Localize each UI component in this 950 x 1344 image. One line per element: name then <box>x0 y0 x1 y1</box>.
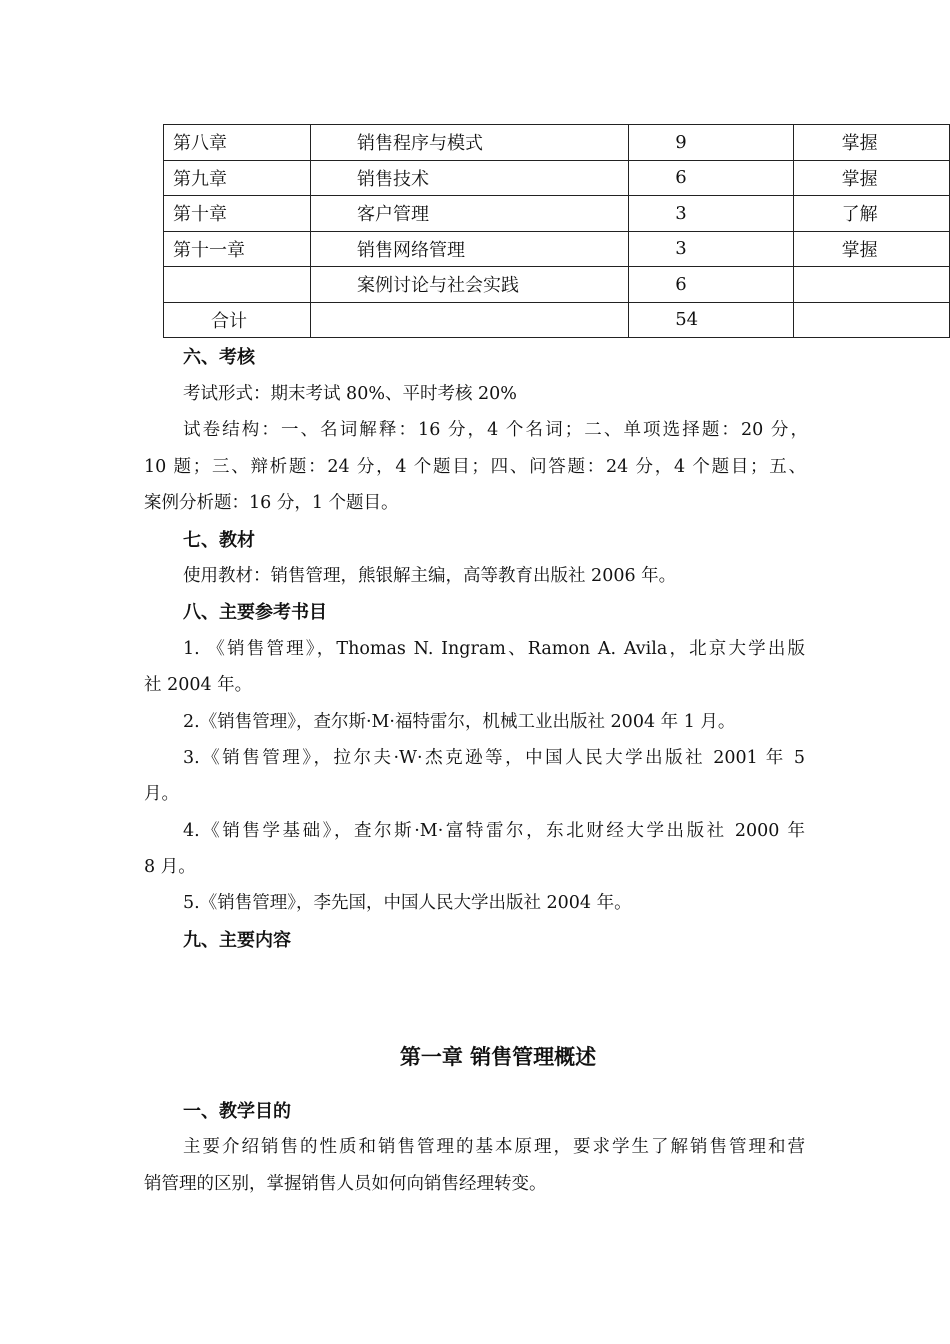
reference-2: 2.《销售管理》，查尔斯·M·福特雷尔，机械工业出版社 2004 年 1 月。 <box>183 712 736 732</box>
topic-cell: 案例讨论与社会实践 <box>310 267 628 303</box>
total-label-cell: 合计 <box>164 302 311 338</box>
chapter-cell: 第九章 <box>164 160 311 196</box>
chapter-cell <box>164 267 311 303</box>
teaching-purpose-line-1: 主要介绍销售的性质和销售管理的基本原理，要求学生了解销售管理和营 <box>183 1137 805 1157</box>
requirement-cell: 掌握 <box>793 231 949 267</box>
section-7-heading: 七、教材 <box>183 530 255 551</box>
teaching-purpose-line-2: 销管理的区别，掌握销售人员如何向销售经理转变。 <box>144 1174 547 1194</box>
requirement-cell: 掌握 <box>793 125 949 161</box>
reference-4-line-1: 4.《销售学基础》，查尔斯·M·富特雷尔，东北财经大学出版社 2000 年 <box>183 821 805 841</box>
total-hours-cell: 54 <box>629 302 793 338</box>
chapter-1-title: 第一章 销售管理概述 <box>399 1045 597 1069</box>
reference-4-line-2: 8 月。 <box>144 857 196 877</box>
section-8-heading: 八、主要参考书目 <box>183 602 327 623</box>
table-row <box>164 125 950 161</box>
hours-cell: 9 <box>629 125 793 161</box>
requirement-cell <box>793 267 949 303</box>
hours-cell: 3 <box>629 196 793 232</box>
hours-cell: 6 <box>629 160 793 196</box>
reference-3-line-1: 3.《销售管理》，拉尔夫·W·杰克逊等，中国人民大学出版社 2001 年 5 <box>183 748 805 768</box>
hours-cell: 3 <box>629 231 793 267</box>
topic-cell: 销售网络管理 <box>310 231 628 267</box>
reference-5: 5.《销售管理》，李先国，中国人民大学出版社 2004 年。 <box>183 893 632 913</box>
section-6-heading: 六、考核 <box>183 347 255 368</box>
section-9-heading: 九、主要内容 <box>183 930 291 951</box>
exam-structure-line-2: 10 题；三、辩析题：24 分，4 个题目；四、问答题：24 分，4 个题目；五、 <box>144 457 806 477</box>
topic-cell: 销售技术 <box>310 160 628 196</box>
chapter-cell: 第十一章 <box>164 231 311 267</box>
reference-1-line-2: 社 2004 年。 <box>144 675 253 695</box>
exam-form-text: 考试形式：期末考试 80%、平时考核 20% <box>183 384 517 404</box>
table-row <box>164 267 950 303</box>
topic-cell <box>310 302 628 338</box>
reference-1-line-1: 1. 《销售管理》，Thomas N. Ingram、Ramon A. Avila，北京大学出版 <box>183 639 805 659</box>
teaching-purpose-heading: 一、教学目的 <box>183 1101 291 1122</box>
textbook-text: 使用教材：销售管理，熊银解主编，高等教育出版社 2006 年。 <box>183 566 677 586</box>
requirement-cell: 了解 <box>793 196 949 232</box>
chapter-cell: 第八章 <box>164 125 311 161</box>
chapter-cell: 第十章 <box>164 196 311 232</box>
table-total-row <box>164 302 950 338</box>
hours-cell: 6 <box>629 267 793 303</box>
table-row <box>164 231 950 267</box>
exam-structure-line-3: 案例分析题：16 分，1 个题目。 <box>144 493 399 513</box>
topic-cell: 销售程序与模式 <box>310 125 628 161</box>
requirement-cell: 掌握 <box>793 160 949 196</box>
table-row <box>164 196 950 232</box>
course-hours-table <box>163 124 950 338</box>
reference-3-line-2: 月。 <box>144 784 179 804</box>
topic-cell: 客户管理 <box>310 196 628 232</box>
exam-structure-line-1: 试卷结构：一、名词解释：16 分，4 个名词；二、单项选择题：20 分， <box>183 420 808 440</box>
requirement-cell <box>793 302 949 338</box>
table-row <box>164 160 950 196</box>
